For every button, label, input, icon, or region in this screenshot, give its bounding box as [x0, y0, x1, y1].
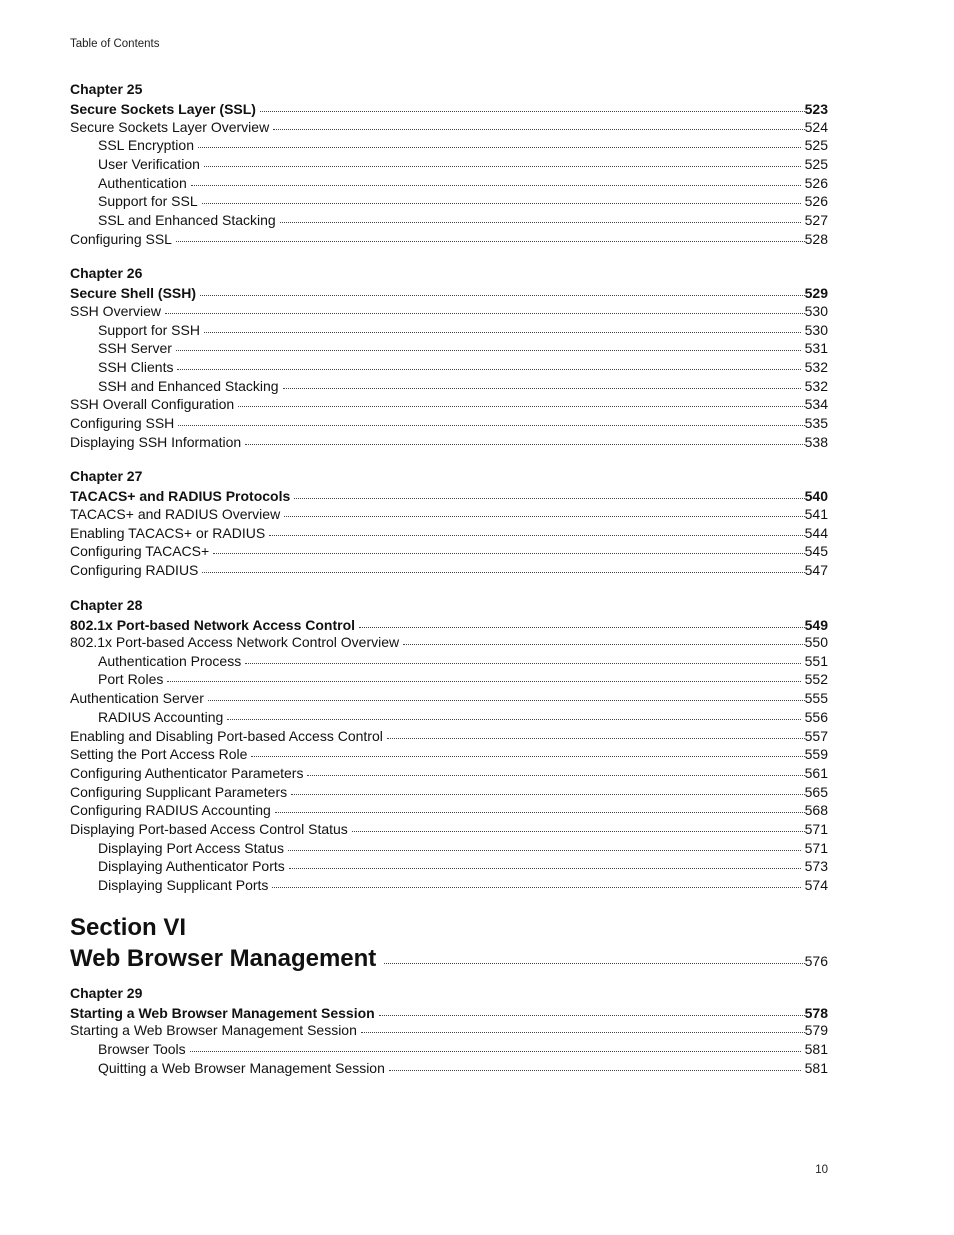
entry-page: 527	[804, 211, 828, 228]
chapter-label: Chapter 29	[70, 984, 143, 1001]
entry-page: 544	[804, 524, 828, 541]
toc-entry[interactable]	[70, 561, 828, 580]
toc-entry[interactable]	[70, 192, 828, 211]
entry-page: 547	[804, 561, 828, 578]
dot-leader	[273, 128, 804, 130]
dot-leader	[204, 165, 801, 167]
running-header: Table of Contents	[70, 38, 160, 50]
dot-leader	[288, 849, 801, 851]
entry-title: Displaying Authenticator Ports	[98, 858, 285, 875]
entry-title: Secure Shell (SSH)	[70, 285, 197, 302]
entry-title: TACACS+ and RADIUS Overview	[70, 505, 281, 522]
toc-entry[interactable]	[70, 1040, 828, 1059]
entry-page: 532	[804, 358, 828, 375]
entry-title: Displaying Supplicant Ports	[98, 877, 269, 893]
entry-page: 550	[804, 634, 828, 651]
dot-leader	[359, 626, 805, 628]
entry-title: 802.1x Port-based Access Network Control Overview	[70, 634, 400, 651]
entry-page: 534	[804, 396, 828, 413]
toc-entry[interactable]	[70, 321, 828, 340]
toc-entry[interactable]	[70, 136, 828, 155]
toc-entry[interactable]	[70, 230, 828, 249]
table-of-contents	[70, 79, 828, 1092]
toc-chapter-title[interactable]	[70, 488, 828, 505]
entry-page: 525	[804, 137, 828, 154]
entry-page: 579	[804, 1022, 828, 1039]
toc-entry[interactable]	[70, 377, 828, 396]
entry-title: Configuring SSH	[70, 414, 175, 431]
dot-leader	[280, 221, 801, 223]
entry-page: 573	[804, 858, 828, 875]
dot-leader	[200, 294, 805, 296]
entry-page: 524	[804, 118, 828, 135]
toc-entry[interactable]	[70, 524, 828, 543]
chapter-label: Chapter 28	[70, 596, 143, 613]
entry-page: 528	[804, 230, 828, 247]
dot-leader	[272, 886, 800, 888]
toc-chapter-title[interactable]	[70, 617, 828, 634]
entry-title: SSH and Enhanced Stacking	[98, 377, 279, 394]
dot-leader	[177, 368, 800, 370]
toc-entry[interactable]	[70, 764, 828, 783]
dot-leader	[387, 737, 805, 739]
entry-title: User Verification	[98, 155, 200, 172]
chapter-group-a	[70, 79, 828, 895]
entry-title: Configuring RADIUS Accounting	[70, 802, 271, 819]
toc-entry[interactable]	[70, 211, 828, 230]
entry-title: Authentication Process	[98, 652, 242, 669]
toc-entry[interactable]	[70, 358, 828, 377]
entry-title: Quitting a Web Browser Management Session	[98, 1059, 385, 1076]
entry-page: 526	[804, 174, 828, 191]
toc-entry[interactable]	[70, 505, 828, 524]
chapter-block	[70, 983, 828, 1078]
entry-page: 541	[804, 505, 828, 522]
dot-leader	[361, 1031, 805, 1033]
entry-title: Enabling TACACS+ or RADIUS	[70, 524, 266, 541]
entry-title: Authentication Server	[70, 690, 204, 707]
dot-leader	[283, 387, 801, 389]
entry-page: 545	[804, 543, 828, 560]
chapter-block	[70, 595, 828, 895]
entry-page: 565	[804, 783, 828, 800]
entry-page: 561	[804, 764, 828, 781]
dot-leader	[238, 405, 804, 407]
entry-page: 557	[804, 727, 828, 744]
entry-page: 551	[804, 652, 828, 669]
toc-chapter-title[interactable]	[70, 285, 828, 302]
entry-page: 540	[804, 488, 828, 505]
toc-entry[interactable]	[70, 876, 828, 895]
entry-page: 538	[804, 433, 828, 450]
toc-entry[interactable]	[70, 542, 828, 561]
entry-page: 523	[804, 101, 828, 117]
toc-entry[interactable]	[70, 339, 828, 358]
entry-title: Displaying SSH Information	[70, 433, 242, 450]
page-number: 10	[815, 1164, 828, 1176]
toc-entry[interactable]	[70, 820, 828, 839]
dot-leader	[307, 774, 804, 776]
entry-title: 802.1x Port-based Network Access Control	[70, 616, 356, 633]
dot-leader	[204, 331, 801, 333]
toc-entry[interactable]	[70, 1021, 828, 1040]
entry-title: RADIUS Accounting	[98, 708, 224, 725]
dot-leader	[176, 349, 801, 351]
toc-entry[interactable]	[70, 155, 828, 174]
toc-chapter-title[interactable]	[70, 1005, 828, 1022]
entry-title: Setting the Port Access Role	[70, 746, 248, 763]
dot-leader	[384, 962, 804, 964]
section-number: Section VI	[70, 913, 187, 941]
entry-page: 578	[804, 1004, 828, 1021]
dot-leader	[269, 534, 804, 536]
entry-title: Support for SSL	[98, 193, 198, 210]
section-title: Web Browser Management	[70, 944, 377, 972]
entry-page: 531	[804, 340, 828, 357]
chapter-block	[70, 79, 828, 248]
entry-title: Secure Sockets Layer Overview	[70, 118, 270, 135]
entry-title: SSL Encryption	[98, 137, 194, 154]
entry-page: 559	[804, 746, 828, 763]
dot-leader	[245, 443, 804, 445]
entry-title: SSH Overall Configuration	[70, 396, 235, 413]
toc-entry[interactable]	[70, 727, 828, 746]
entry-page: 556	[804, 708, 828, 725]
dot-leader	[227, 718, 800, 720]
entry-page: 552	[804, 671, 828, 688]
toc-entry[interactable]	[70, 395, 828, 414]
chapter-label: Chapter 26	[70, 265, 143, 282]
entry-page: 529	[804, 285, 828, 302]
entry-title: Browser Tools	[98, 1040, 186, 1057]
toc-entry[interactable]	[70, 857, 828, 876]
entry-page: 568	[804, 802, 828, 819]
dot-leader	[202, 202, 801, 204]
chapter-group-b	[70, 983, 828, 1078]
toc-entry[interactable]	[70, 801, 828, 820]
dot-leader	[289, 867, 801, 869]
section-heading	[70, 913, 828, 975]
chapter-label: Chapter 25	[70, 81, 143, 97]
toc-entry[interactable]	[70, 414, 828, 433]
entry-title: Displaying Port Access Status	[98, 839, 284, 856]
entry-title: SSL and Enhanced Stacking	[98, 211, 276, 228]
entry-title: SSH Overview	[70, 302, 162, 319]
entry-page: 535	[804, 414, 828, 431]
entry-page: 555	[804, 690, 828, 707]
dot-leader	[379, 1014, 805, 1016]
entry-title: TACACS+ and RADIUS Protocols	[70, 488, 291, 505]
chapter-block	[70, 263, 828, 451]
entry-page: 532	[804, 377, 828, 394]
entry-title: Secure Sockets Layer (SSL)	[70, 101, 256, 117]
dot-leader	[284, 515, 804, 517]
toc-entry[interactable]	[70, 302, 828, 321]
section-title-row[interactable]	[70, 943, 828, 975]
toc-entry[interactable]	[70, 633, 828, 652]
dot-leader	[403, 643, 805, 645]
dot-leader	[389, 1069, 801, 1071]
entry-page: 571	[804, 839, 828, 856]
dot-leader	[260, 110, 805, 112]
chapter-block	[70, 466, 828, 579]
dot-leader	[294, 497, 804, 499]
dot-leader	[213, 552, 804, 554]
entry-page: 526	[804, 193, 828, 210]
toc-entry[interactable]	[70, 1059, 828, 1078]
dot-leader	[275, 811, 805, 813]
dot-leader	[176, 240, 805, 242]
dot-leader	[245, 662, 800, 664]
entry-page: 581	[804, 1059, 828, 1076]
dot-leader	[208, 699, 805, 701]
section-page: 576	[804, 952, 828, 969]
chapter-label: Chapter 27	[70, 468, 143, 485]
toc-entry[interactable]	[70, 745, 828, 764]
entry-title: Configuring TACACS+	[70, 543, 210, 560]
entry-title: Enabling and Disabling Port-based Access Control	[70, 727, 383, 744]
entry-page: 530	[804, 302, 828, 319]
entry-title: Authentication	[98, 174, 187, 191]
entry-page: 525	[804, 155, 828, 172]
entry-title: Starting a Web Browser Management Session	[70, 1022, 357, 1039]
entry-page: 581	[804, 1040, 828, 1057]
entry-page: 574	[804, 877, 828, 893]
dot-leader	[178, 424, 804, 426]
entry-page: 571	[804, 820, 828, 837]
toc-entry[interactable]	[70, 118, 828, 137]
entry-title: SSH Server	[98, 340, 172, 357]
entry-title: Configuring Supplicant Parameters	[70, 783, 288, 800]
entry-title: Port Roles	[98, 671, 164, 688]
toc-chapter-title[interactable]	[70, 101, 828, 118]
toc-entry[interactable]	[70, 708, 828, 727]
dot-leader	[198, 146, 801, 148]
toc-entry[interactable]	[70, 689, 828, 708]
toc-entry[interactable]	[70, 174, 828, 193]
entry-page: 530	[804, 321, 828, 338]
entry-title: SSH Clients	[98, 358, 174, 375]
entry-page: 549	[804, 616, 828, 633]
entry-title: Configuring SSL	[70, 230, 172, 247]
toc-entry[interactable]	[70, 652, 828, 671]
toc-entry[interactable]	[70, 670, 828, 689]
dot-leader	[191, 184, 801, 186]
dot-leader	[202, 571, 804, 573]
dot-leader	[251, 755, 804, 757]
entry-title: Displaying Port-based Access Control Status	[70, 820, 348, 837]
dot-leader	[190, 1050, 801, 1052]
entry-title: Configuring RADIUS	[70, 561, 199, 578]
entry-title: Support for SSH	[98, 321, 200, 338]
toc-entry[interactable]	[70, 433, 828, 452]
entry-title: Configuring Authenticator Parameters	[70, 764, 304, 781]
dot-leader	[291, 793, 805, 795]
toc-entry[interactable]	[70, 783, 828, 802]
entry-title: Starting a Web Browser Management Session	[70, 1004, 375, 1021]
dot-leader	[352, 830, 805, 832]
dot-leader	[167, 680, 800, 682]
toc-entry[interactable]	[70, 839, 828, 858]
dot-leader	[165, 312, 805, 314]
